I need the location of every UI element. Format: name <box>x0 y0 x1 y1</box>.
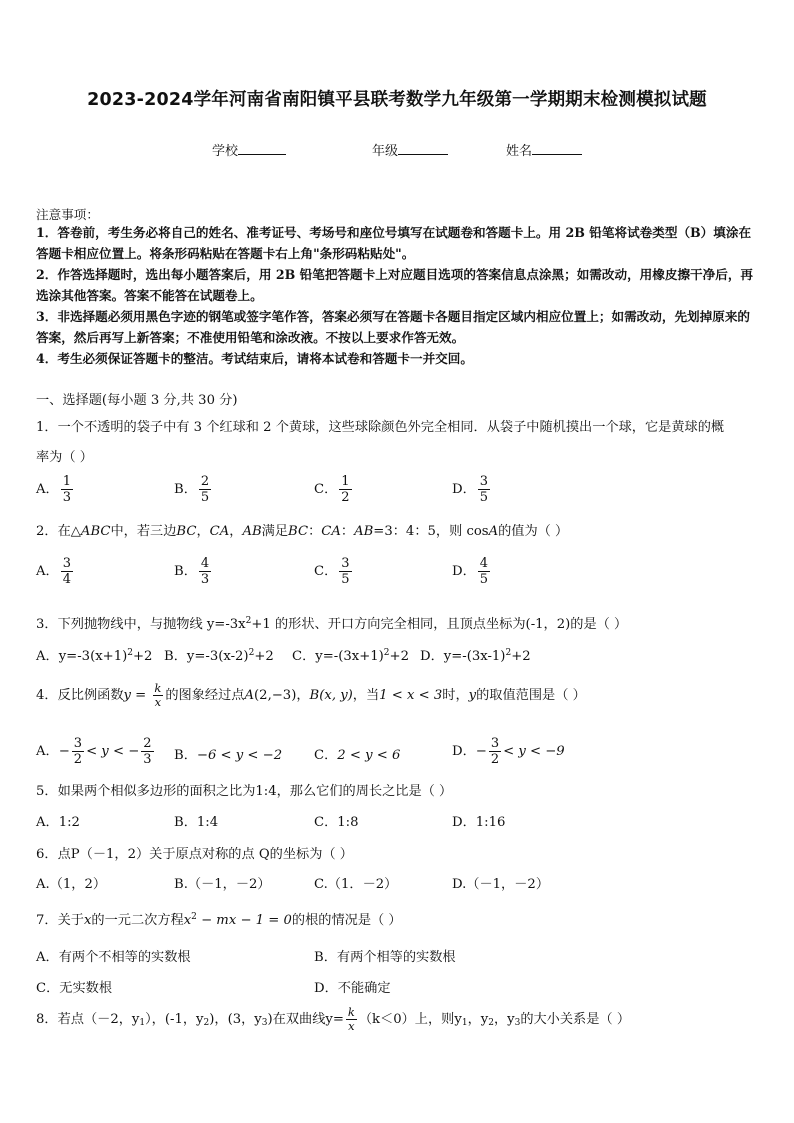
q2-text: 中，若三边 <box>110 524 177 539</box>
numerator: 1 <box>62 474 71 489</box>
denominator: 5 <box>200 490 210 505</box>
numerator: 3 <box>490 736 500 751</box>
subscript: 3 <box>261 1018 268 1028</box>
q8-text: ），(-1，y <box>145 1012 204 1027</box>
minus: − <box>475 744 487 759</box>
q1-line1: 1．一个不透明的袋子中有 3 个红球和 2 个黄球，这些球除颜色外完全相同．从袋子中随机摸出一个球，它是黄球的概 <box>36 420 725 435</box>
subscript: 1 <box>139 1018 146 1028</box>
triangle-name: ABC <box>80 524 111 539</box>
q8-text: 8．若点（－2，y <box>36 1012 140 1027</box>
section-heading: 一、选择题(每小题 3 分,共 30 分) <box>36 393 238 408</box>
var-x: x <box>83 913 92 928</box>
q4-text: ， <box>296 688 310 703</box>
denominator: 5 <box>341 572 350 587</box>
fraction <box>346 1006 357 1033</box>
numerator: 2 <box>200 474 210 489</box>
numerator: 1 <box>341 474 350 489</box>
option-letter: D． <box>420 649 444 664</box>
q4-text: 的图象经过点 <box>165 688 245 703</box>
q7-option-b: B．有两个相等的实数根 <box>314 950 456 965</box>
side-ab: AB <box>242 524 262 539</box>
q4-text: 4．反比例函数 <box>36 688 124 703</box>
subscript: 3 <box>514 1018 521 1028</box>
notes-heading: 注意事项： <box>36 207 99 222</box>
inequality: < y < −9 <box>503 744 565 759</box>
denominator: 2 <box>490 752 500 767</box>
q2-text: =3：4：5，则 cos <box>373 524 489 539</box>
option-letter: A． <box>36 564 59 579</box>
grade-label: 年级 <box>372 144 399 159</box>
q5-option-c: C．1:8 <box>314 815 359 830</box>
q5-option-b: B．1:4 <box>174 815 219 830</box>
q8-stem <box>36 1006 630 1033</box>
exponent: 2 <box>505 648 512 658</box>
option-text: +2 <box>511 649 531 664</box>
grade-blank <box>398 142 448 155</box>
point-a-coord: (2,−3) <box>254 688 297 703</box>
option-letter: C． <box>292 649 316 664</box>
q1-option-a <box>36 474 75 505</box>
note-item: 3．非选择题必须用黑色字迹的钢笔或签字笔作答，答案必须写在答题卡各题目指定区域内相应位置上；如需改动，先划掉原来的答案，然后再写上新答案；不准使用铅笔和涂改液。不按以上要求作答无效。 <box>36 309 751 345</box>
q7-text: 的根的情况是（ ） <box>291 913 402 928</box>
q3-text: +1 的形状、开口方向完全相同，且顶点坐标为(-1，2)的是（ ） <box>251 617 628 632</box>
q2-option-a <box>36 556 75 587</box>
note-item: 4．考生必须保证答题卡的整洁。考试结束后，请将本试卷和答题卡一并交回。 <box>36 351 473 366</box>
denominator: 5 <box>479 490 489 505</box>
q7-text: 的一元二次方程 <box>91 913 184 928</box>
q4-text: 时， <box>442 688 469 703</box>
numerator: k <box>347 1005 355 1019</box>
q2-option-c <box>314 556 354 587</box>
q2-text: ， <box>196 524 210 539</box>
q2-text: 的值为（ ） <box>498 524 569 539</box>
side-ab: AB <box>354 524 374 539</box>
option-letter: D． <box>452 482 476 497</box>
option-text: y=-3(x-2) <box>186 649 249 664</box>
fraction <box>199 556 211 587</box>
option-letter: C． <box>314 748 338 763</box>
point-b-coord: (x, y) <box>319 688 353 703</box>
exponent: 2 <box>127 648 133 658</box>
denominator: 5 <box>479 572 489 587</box>
school-label: 学校 <box>212 144 239 159</box>
q4-option-a <box>36 736 156 767</box>
q2-stem <box>36 520 568 539</box>
numerator: 3 <box>479 474 489 489</box>
q2-text: 2．在△ <box>36 524 81 539</box>
q2-text: ， <box>229 524 243 539</box>
side-bc: BC <box>288 524 309 539</box>
q3-option-a <box>36 645 152 664</box>
note-item: 1．答卷前，考生务必将自己的姓名、准考证号、考场号和座位号填写在试题卷和答题卡上。用 2B 铅笔将试卷类型（B）填涂在答题卡相应位置上。将条形码粘贴在答题卡右上角"条形码粘贴处"。 <box>36 225 752 261</box>
fraction <box>61 556 73 587</box>
fraction <box>478 474 490 505</box>
q7-option-a: A．有两个不相等的实数根 <box>36 950 191 965</box>
numerator: 3 <box>62 556 71 571</box>
option-text: y=-(3x+1) <box>315 649 384 664</box>
q7-stem <box>36 909 402 928</box>
numerator: 4 <box>200 556 210 571</box>
option-letter: C． <box>314 482 338 497</box>
q5-option-a: A．1:2 <box>36 815 80 830</box>
q5-option-d: D．1:16 <box>452 815 506 830</box>
denominator: 3 <box>143 752 152 767</box>
exam-title: 2023-2024学年河南省南阳镇平县联考数学九年级第一学期期末检测模拟试题 <box>87 90 707 110</box>
q7-option-d: D．不能确定 <box>314 981 391 996</box>
q3-option-d <box>420 645 531 664</box>
q2-option-b <box>174 556 213 587</box>
denominator: 2 <box>341 490 350 505</box>
q6-stem: 6．点P（－1，2）关于原点对称的点 Q的坐标为（ ） <box>36 847 353 862</box>
inequality: −6 < y < −2 <box>196 748 283 763</box>
option-letter: B． <box>174 482 197 497</box>
exponent: 2 <box>248 648 255 658</box>
option-letter: A． <box>36 744 59 759</box>
denominator: 3 <box>62 490 71 505</box>
q2-text: ： <box>340 524 355 539</box>
option-text: +2 <box>389 649 409 664</box>
q3-option-c <box>292 645 409 664</box>
q5-stem: 5．如果两个相似多边形的面积之比为1:4，那么它们的周长之比是（ ） <box>36 784 453 799</box>
q4-text: ，当 <box>352 688 380 703</box>
minus: − <box>58 744 70 759</box>
q4-option-c <box>314 744 400 763</box>
q6-option-c: C.（1．－2） <box>314 877 398 892</box>
q1-line2: 率为（ ） <box>36 450 93 465</box>
q4-option-d <box>452 736 565 767</box>
var-y: y <box>123 688 131 703</box>
note-item: 2．作答选择题时，选出每小题答案后，用 2B 铅笔把答题卡上对应题目选项的答案信息点涂黑；如需改动，用橡皮擦干净后，再选涂其他答案。答案不能答在试题卷上。 <box>36 267 754 303</box>
option-letter: B． <box>164 649 187 664</box>
q7-text: 7．关于 <box>36 913 84 928</box>
numerator: 3 <box>341 556 350 571</box>
option-letter: B． <box>174 564 197 579</box>
q8-text: ，y <box>467 1012 489 1027</box>
denominator: 4 <box>62 572 71 587</box>
q2-text: ： <box>308 524 322 539</box>
q6-option-d: D.（－1，－2） <box>452 877 550 892</box>
equation: − mx − 1 = 0 <box>196 913 292 928</box>
numerator: k <box>154 681 162 695</box>
side-ca: CA <box>209 524 230 539</box>
point-b: B <box>309 688 320 703</box>
school-field <box>212 140 286 159</box>
subscript: 2 <box>203 1018 210 1028</box>
q8-text: )在双曲线y= <box>267 1012 344 1027</box>
fraction <box>72 736 84 767</box>
denominator: 2 <box>73 752 83 767</box>
q7-option-c: C．无实数根 <box>36 981 113 996</box>
option-text: +2 <box>132 649 153 664</box>
q4-stem <box>36 682 586 709</box>
fraction <box>339 556 351 587</box>
side-ca: CA <box>321 524 341 539</box>
option-text: y=-(3x-1) <box>443 649 506 664</box>
inequality: 2 < y < 6 <box>337 748 401 763</box>
denominator: x <box>348 1019 355 1033</box>
angle-a: A <box>488 524 499 539</box>
option-letter: A． <box>36 649 59 664</box>
name-field <box>506 140 582 159</box>
inequality: < y < − <box>86 744 140 759</box>
q8-text: )，(3，y <box>209 1012 262 1027</box>
side-bc: BC <box>176 524 197 539</box>
numerator: 4 <box>479 556 489 571</box>
q3-stem <box>36 613 627 632</box>
option-letter: A． <box>36 482 59 497</box>
q3-option-b <box>164 645 274 664</box>
name-blank <box>532 142 582 155</box>
numerator: 3 <box>73 736 83 751</box>
var-y: y <box>468 688 477 703</box>
x-range: 1 < x < 3 <box>379 688 443 703</box>
fraction <box>141 736 153 767</box>
school-blank <box>238 142 286 155</box>
equals: = <box>130 688 151 703</box>
q1-option-c <box>314 474 354 505</box>
q3-text: 3．下列抛物线中，与抛物线 y=-3x <box>36 617 246 632</box>
point-a: A <box>244 688 255 703</box>
exponent: 2 <box>245 616 252 626</box>
q4-text: 的取值范围是（ ） <box>476 688 586 703</box>
denominator: x <box>154 695 162 709</box>
q8-text: （k＜0）上，则y <box>358 1012 462 1027</box>
q6-option-b: B.（－1，－2） <box>174 877 271 892</box>
fraction <box>61 474 73 505</box>
q1-option-d <box>452 474 492 505</box>
fraction <box>489 736 501 767</box>
fraction <box>199 474 211 505</box>
fraction <box>478 556 490 587</box>
q4-option-b <box>174 744 282 763</box>
q2-option-d <box>452 556 492 587</box>
option-letter: D． <box>452 564 476 579</box>
notes-list <box>36 222 760 369</box>
fraction <box>339 474 351 505</box>
subscript: 2 <box>488 1018 494 1028</box>
denominator: 3 <box>200 572 210 587</box>
q2-text: 满足 <box>261 524 289 539</box>
q8-text: ，y <box>493 1012 515 1027</box>
grade-field <box>372 140 448 159</box>
option-text: +2 <box>254 649 274 664</box>
numerator: 2 <box>143 736 152 751</box>
option-letter: B． <box>174 748 197 763</box>
option-letter: C． <box>314 564 338 579</box>
name-label: 姓名 <box>506 144 533 159</box>
exponent: 2 <box>191 912 197 922</box>
option-letter: D． <box>452 744 476 759</box>
q6-option-a: A.（1，2） <box>36 877 107 892</box>
q1-option-b <box>174 474 213 505</box>
subscript: 1 <box>461 1018 468 1028</box>
q8-text: 的大小关系是（ ） <box>520 1012 631 1027</box>
equation: x <box>183 913 192 928</box>
fraction <box>152 682 163 709</box>
option-text: y=-3(x+1) <box>58 649 128 664</box>
exponent: 2 <box>383 648 390 658</box>
